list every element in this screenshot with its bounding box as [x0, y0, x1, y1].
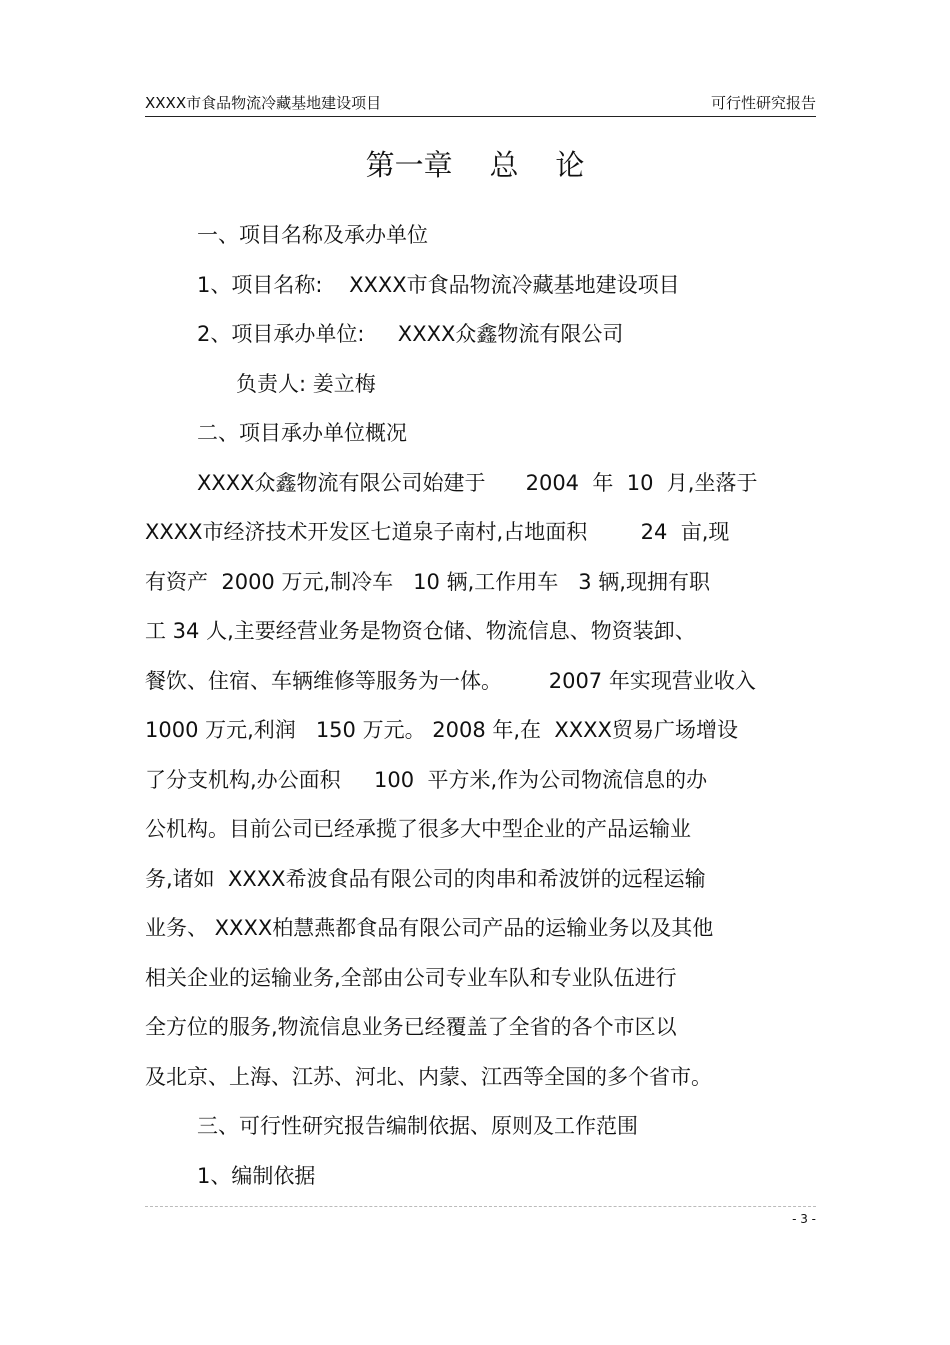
- paragraph-line: XXXX众鑫物流有限公司始建于 2004 年 10 月,坐落于: [197, 471, 758, 495]
- paragraph-line: 全方位的服务,物流信息业务已经覆盖了全省的各个市区以: [145, 1015, 677, 1039]
- running-header-doc-type: 可行性研究报告: [710, 94, 816, 112]
- footer-divider: [145, 1206, 816, 1207]
- header-divider: [145, 116, 816, 117]
- paragraph-line: 工 34 人,主要经营业务是物资仓储、物流信息、物资装卸、: [145, 619, 696, 643]
- chapter-title: 第一章 总 论: [365, 148, 585, 182]
- responsible-person-line: 负责人: 姜立梅: [236, 372, 376, 396]
- page-number: - 3 -: [792, 1212, 816, 1226]
- paragraph-line: XXXX市经济技术开发区七道泉子南村,占地面积 24 亩,现: [145, 520, 730, 544]
- paragraph-line: 有资产 2000 万元,制冷车 10 辆,工作用车 3 辆,现拥有职: [145, 570, 710, 594]
- paragraph-line: 公机构。目前公司已经承揽了很多大中型企业的产品运输业: [145, 817, 691, 841]
- section-heading-2: 二、项目承办单位概况: [197, 421, 407, 445]
- paragraph-line: 业务、 XXXX柏慧燕都食品有限公司产品的运输业务以及其他: [145, 916, 714, 940]
- section-heading-3: 三、可行性研究报告编制依据、原则及工作范围: [197, 1114, 638, 1138]
- paragraph-line: 1000 万元,利润 150 万元。 2008 年,在 XXXX贸易广场增设: [145, 718, 738, 742]
- paragraph-line: 餐饮、住宿、车辆维修等服务为一体。 2007 年实现营业收入: [145, 669, 756, 693]
- project-owner-line: 2、项目承办单位: XXXX众鑫物流有限公司: [197, 322, 624, 346]
- paragraph-line: 务,诸如 XXXX希波食品有限公司的肉串和希波饼的远程运输: [145, 867, 706, 891]
- running-header-title: XXXX市食品物流冷藏基地建设项目: [145, 94, 382, 112]
- section-heading-1: 一、项目名称及承办单位: [197, 223, 428, 247]
- subsection-heading: 1、编制依据: [197, 1164, 316, 1188]
- paragraph-line: 及北京、上海、江苏、河北、内蒙、江西等全国的多个省市。: [145, 1065, 712, 1089]
- paragraph-line: 了分支机构,办公面积 100 平方米,作为公司物流信息的办: [145, 768, 708, 792]
- project-name-line: 1、项目名称: XXXX市食品物流冷藏基地建设项目: [197, 273, 680, 297]
- paragraph-line: 相关企业的运输业务,全部由公司专业车队和专业队伍进行: [145, 966, 677, 990]
